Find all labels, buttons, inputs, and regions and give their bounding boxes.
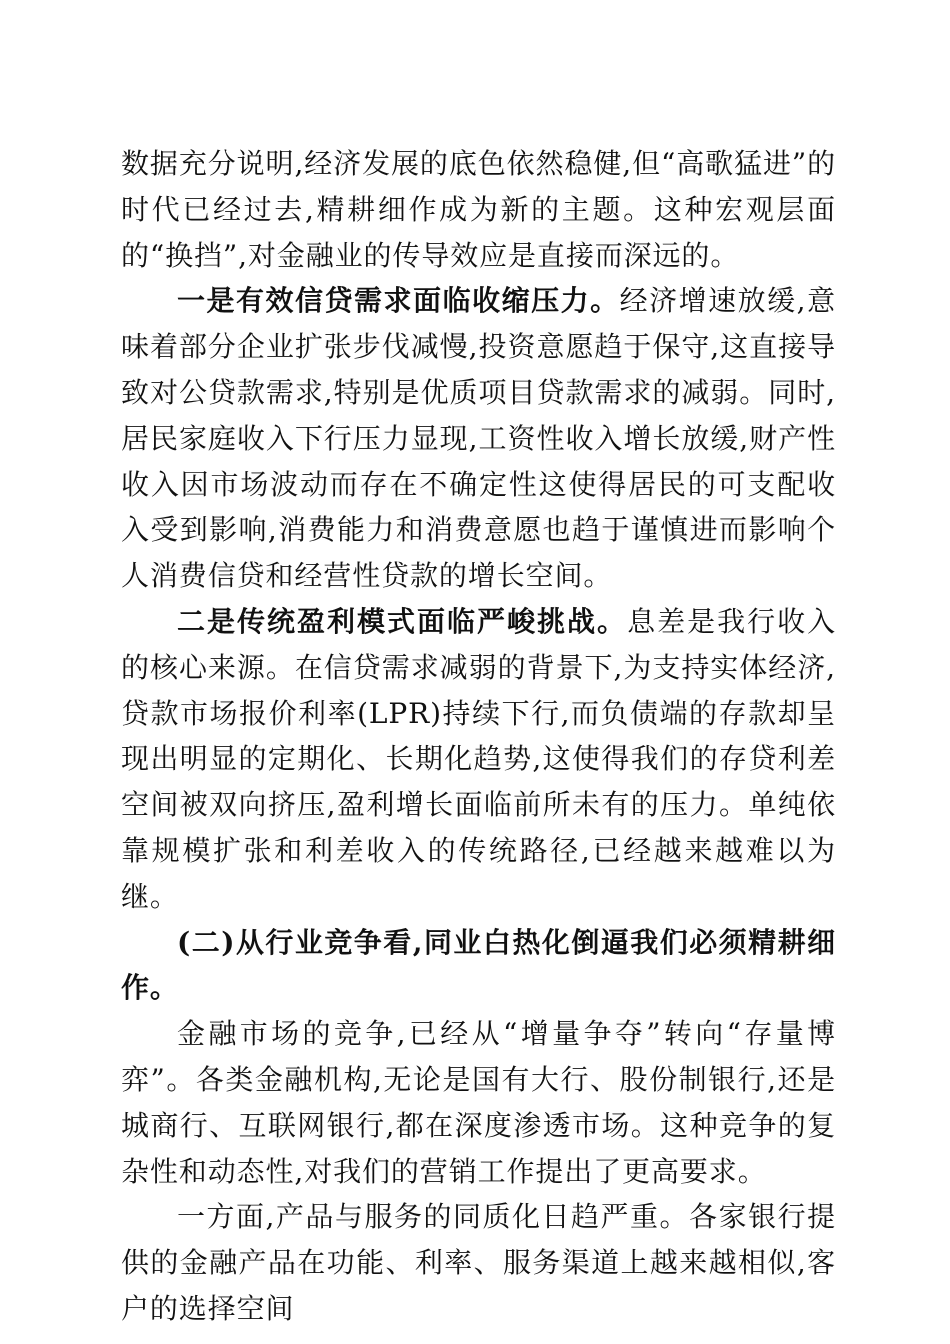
paragraph-heading: 一是有效信贷需求面临收缩压力。: [177, 284, 620, 318]
paragraph-macro-summary: [121, 141, 836, 278]
paragraph-product-homogenization: [121, 1194, 836, 1331]
paragraph-profit-model: [121, 599, 836, 920]
paragraph-text: 息差是我行收入的核心来源。在信贷需求减弱的背景下,为支持实体经济,贷款市场报价利率(LPR)持续下行,而负债端的存款却呈现出明显的定期化、长期化趋势,这使得我们的存贷利差空间被双向挤压,盈利增长面临前所未有的压力。单纯依靠规模扩张和利差收入的传统路径,已经越来越难以为继。: [121, 604, 836, 913]
paragraph-market-competition: [121, 1011, 836, 1194]
paragraph-text: 经济增速放缓,意味着部分企业扩张步伐减慢,投资意愿趋于保守,这直接导致对公贷款需求,特别是优质项目贷款需求的减弱。同时,居民家庭收入下行压力显现,工资性收入增长放缓,财产性收入因市场波动而存在不确定性这使得居民的可支配收入受到影响,消费能力和消费意愿也趋于谨慎进而影响个人消费信贷和经营性贷款的增长空间。: [121, 284, 836, 593]
paragraph-text: 数据充分说明,经济发展的底色依然稳健,但“高歌猛进”的时代已经过去,精耕细作成为新的主题。这种宏观层面的“换挡”,对金融业的传导效应是直接而深远的。: [121, 147, 836, 272]
paragraph-text: 金融市场的竞争,已经从“增量争夺”转向“存量博弈”。各类金融机构,无论是国有大行、股份制银行,还是城商行、互联网银行,都在深度渗透市场。这种竞争的复杂性和动态性,对我们的营销工作提出了更高要求。: [121, 1017, 836, 1188]
paragraph-heading: 二是传统盈利模式面临严峻挑战。: [177, 604, 628, 638]
section-heading-text: (二)从行业竞争看,同业白热化倒逼我们必须精耕细作。: [121, 925, 836, 1005]
document-body: [121, 141, 836, 1332]
section-heading-industry-competition: [121, 920, 836, 1012]
paragraph-credit-demand: [121, 278, 836, 599]
paragraph-text: 一方面,产品与服务的同质化日趋严重。各家银行提供的金融产品在功能、利率、服务渠道上越来越相似,客户的选择空间: [121, 1200, 836, 1325]
